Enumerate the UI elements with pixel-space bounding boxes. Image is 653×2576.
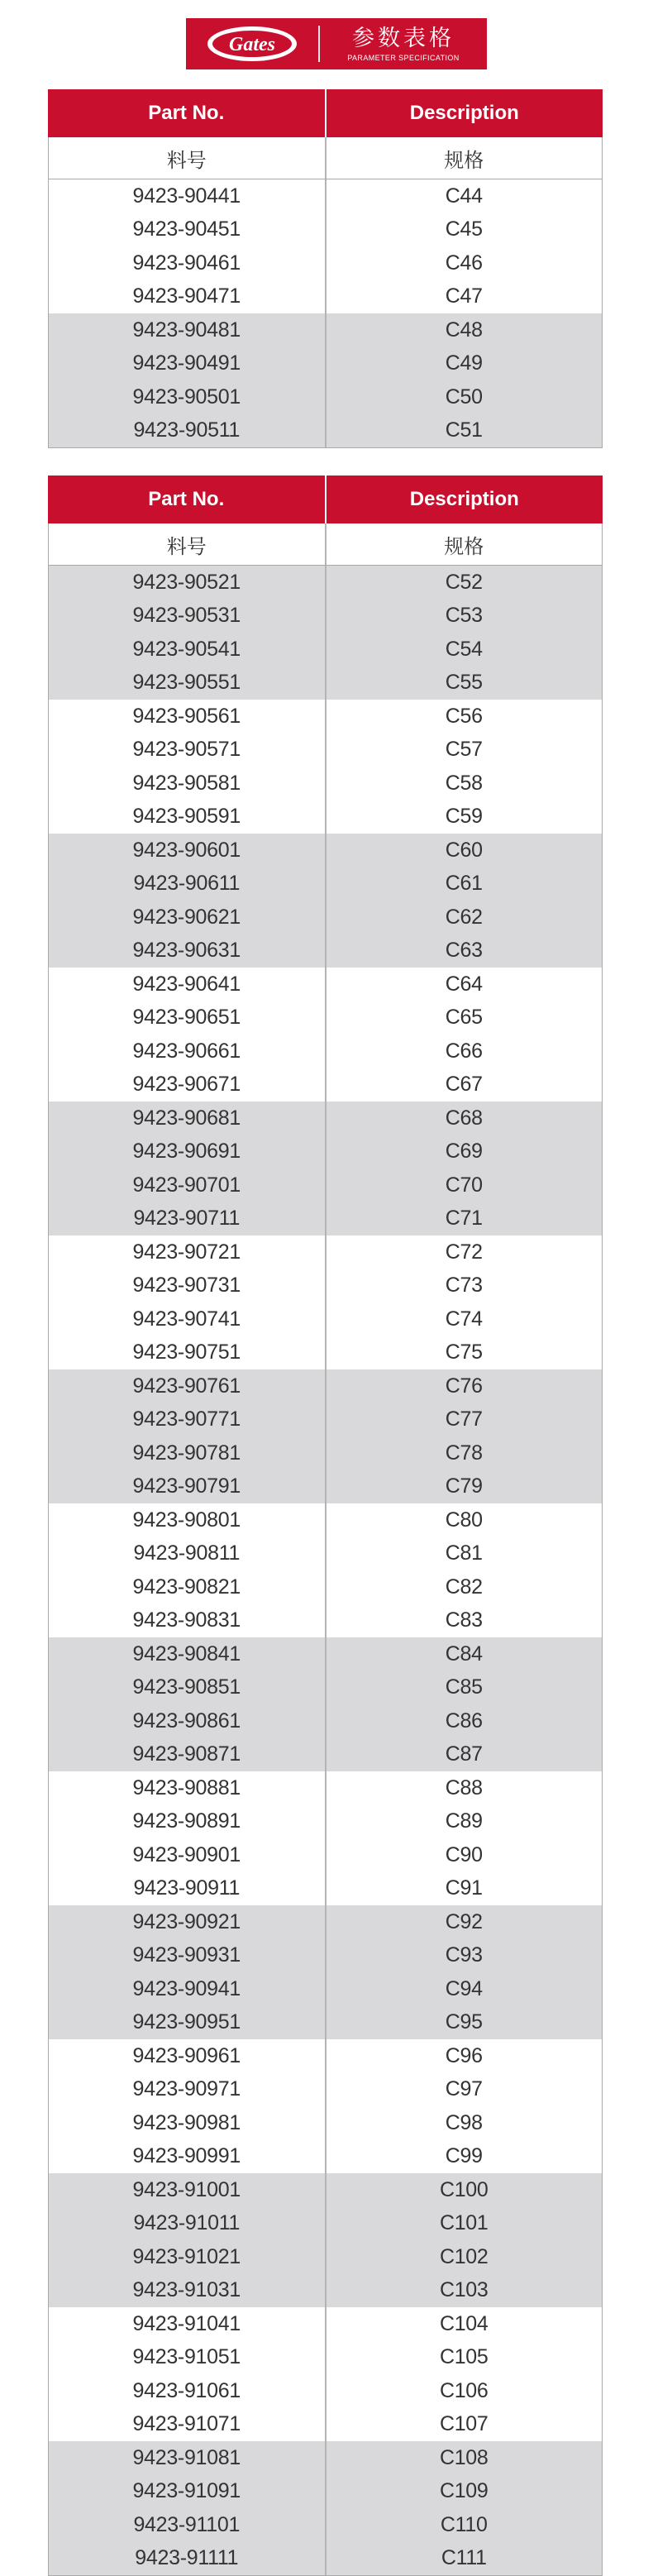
table-row — [49, 1336, 602, 1370]
description-cell: C109 — [325, 2475, 603, 2509]
description-cell: C67 — [325, 1068, 603, 1102]
description-cell: C101 — [325, 2207, 603, 2241]
part-no-cell: 9423-90861 — [132, 1709, 241, 1732]
header-title-block — [320, 26, 487, 62]
description-cell: C81 — [325, 1537, 603, 1571]
table-row — [49, 1604, 602, 1638]
description-cell: C72 — [325, 1235, 603, 1269]
description-cell: C61 — [325, 867, 603, 901]
part-no-cell: 9423-91041 — [132, 2311, 241, 2335]
description-cell: C69 — [325, 1135, 603, 1169]
part-no-cell: 9423-90901 — [132, 1842, 241, 1866]
part-no-cell: 9423-90521 — [132, 570, 241, 594]
part-no-cell: 9423-90591 — [132, 805, 241, 829]
description-cell: C86 — [325, 1704, 603, 1738]
table-row — [49, 566, 602, 600]
part-no-cell: 9423-90741 — [132, 1307, 241, 1331]
description-cell: C111 — [325, 2542, 603, 2576]
table-row — [49, 1939, 602, 1973]
description-cell: C50 — [325, 380, 603, 414]
table-row — [49, 1738, 602, 1772]
description-cell: C99 — [325, 2140, 603, 2174]
part-no-cell: 9423-90621 — [132, 905, 241, 929]
part-no-cell: 9423-91111 — [135, 2546, 239, 2570]
part-no-cell: 9423-90771 — [132, 1407, 241, 1431]
table-row — [49, 1202, 602, 1236]
table-row — [49, 2307, 602, 2341]
part-no-cell: 9423-90711 — [133, 1207, 241, 1231]
part-no-cell: 9423-90921 — [132, 1909, 241, 1933]
description-cell: C65 — [325, 1001, 603, 1035]
table-row — [49, 1872, 602, 1906]
table-row — [49, 2006, 602, 2040]
table-row — [49, 414, 602, 448]
part-no-cell: 9423-90441 — [132, 184, 241, 208]
part-no-cell: 9423-90821 — [132, 1575, 241, 1599]
description-cell: C70 — [325, 1169, 603, 1202]
description-cell: C62 — [325, 901, 603, 934]
table-row — [49, 1838, 602, 1872]
part-no-cell: 9423-90961 — [132, 2043, 241, 2067]
part-no-cell: 9423-91021 — [132, 2244, 241, 2268]
column-header-description: Description — [325, 476, 603, 523]
part-no-cell: 9423-90661 — [132, 1039, 241, 1063]
table-row — [49, 179, 602, 213]
description-cell: C92 — [325, 1905, 603, 1939]
description-cell: C54 — [325, 633, 603, 667]
part-no-cell: 9423-90811 — [133, 1541, 241, 1565]
description-cell: C108 — [325, 2441, 603, 2475]
table-row — [49, 667, 602, 700]
table-row — [49, 867, 602, 901]
part-no-cell: 9423-90751 — [132, 1341, 241, 1364]
table-row — [49, 2408, 602, 2442]
part-no-cell: 9423-90911 — [133, 1876, 241, 1900]
description-cell: C45 — [325, 213, 603, 247]
table-row — [49, 1972, 602, 2006]
table-row — [49, 1537, 602, 1571]
description-cell: C48 — [325, 313, 603, 347]
description-cell: C103 — [325, 2274, 603, 2308]
part-no-cell: 9423-90471 — [132, 284, 241, 308]
table-row — [49, 2140, 602, 2174]
description-cell: C90 — [325, 1838, 603, 1872]
spec-table-1 — [48, 89, 603, 448]
table-row — [49, 2073, 602, 2107]
part-no-cell: 9423-90631 — [132, 939, 241, 963]
part-no-cell: 9423-90951 — [132, 2010, 241, 2034]
table-row — [49, 1570, 602, 1604]
description-cell: C55 — [325, 667, 603, 700]
description-cell: C91 — [325, 1872, 603, 1906]
table-row — [49, 1704, 602, 1738]
part-no-cell: 9423-90641 — [132, 972, 241, 996]
table-row — [49, 1035, 602, 1068]
part-no-cell: 9423-90651 — [132, 1006, 241, 1030]
table-row — [49, 1470, 602, 1504]
table-subheader — [49, 523, 602, 566]
table-row — [49, 1102, 602, 1135]
part-no-cell: 9423-90971 — [132, 2077, 241, 2101]
description-cell: C82 — [325, 1570, 603, 1604]
part-no-cell: 9423-90761 — [132, 1374, 241, 1398]
table-header — [48, 476, 603, 523]
description-cell: C44 — [325, 179, 603, 213]
part-no-cell: 9423-90611 — [133, 872, 241, 896]
part-no-cell: 9423-91061 — [132, 2378, 241, 2402]
table-rows — [49, 566, 602, 2575]
table-row — [49, 2240, 602, 2274]
table-header — [48, 89, 603, 137]
description-cell: C58 — [325, 767, 603, 801]
table-row — [49, 2475, 602, 2509]
part-no-cell: 9423-91071 — [132, 2412, 241, 2436]
description-cell: C100 — [325, 2173, 603, 2207]
gates-logo — [186, 22, 318, 65]
description-cell: C78 — [325, 1436, 603, 1470]
table-row — [49, 2542, 602, 2576]
part-no-cell: 9423-90931 — [132, 1943, 241, 1967]
table-row — [49, 1637, 602, 1671]
table-row — [49, 2039, 602, 2073]
table-row — [49, 1436, 602, 1470]
part-no-cell: 9423-91091 — [132, 2479, 241, 2503]
part-no-cell: 9423-90701 — [132, 1173, 241, 1197]
part-no-cell: 9423-91081 — [132, 2445, 241, 2469]
part-no-cell: 9423-90981 — [132, 2110, 241, 2134]
table-row — [49, 2441, 602, 2475]
description-cell: C66 — [325, 1035, 603, 1068]
table-row — [49, 901, 602, 934]
description-cell: C95 — [325, 2006, 603, 2040]
table-row — [49, 767, 602, 801]
part-no-cell: 9423-90531 — [132, 604, 241, 628]
table-row — [49, 2207, 602, 2241]
description-cell: C88 — [325, 1771, 603, 1805]
table-row — [49, 801, 602, 834]
description-cell: C59 — [325, 801, 603, 834]
description-cell: C79 — [325, 1470, 603, 1504]
description-cell: C46 — [325, 246, 603, 280]
gates-logo-mark — [203, 22, 301, 65]
table-body — [48, 137, 603, 448]
description-cell: C104 — [325, 2307, 603, 2341]
table-row — [49, 280, 602, 314]
table-row — [49, 934, 602, 968]
description-cell: C102 — [325, 2240, 603, 2274]
description-cell: C56 — [325, 700, 603, 734]
description-cell: C73 — [325, 1269, 603, 1303]
part-no-cell: 9423-90871 — [132, 1742, 241, 1766]
part-no-cell: 9423-91031 — [132, 2278, 241, 2302]
table-row — [49, 1805, 602, 1839]
description-cell: C51 — [325, 414, 603, 448]
description-cell: C71 — [325, 1202, 603, 1236]
table-row — [49, 1001, 602, 1035]
description-cell: C83 — [325, 1604, 603, 1638]
description-cell: C97 — [325, 2073, 603, 2107]
subheader-part-no: 料号 — [166, 148, 207, 172]
description-cell: C87 — [325, 1738, 603, 1772]
description-cell: C76 — [325, 1369, 603, 1403]
part-no-cell: 9423-90671 — [132, 1073, 241, 1097]
description-cell: C105 — [325, 2341, 603, 2375]
part-no-cell: 9423-90781 — [132, 1441, 241, 1465]
description-cell: C77 — [325, 1403, 603, 1437]
part-no-cell: 9423-90481 — [132, 318, 241, 342]
table-row — [49, 347, 602, 381]
description-cell: C89 — [325, 1805, 603, 1839]
part-no-cell: 9423-90541 — [132, 637, 241, 661]
table-row — [49, 968, 602, 1001]
part-no-cell: 9423-90791 — [132, 1474, 241, 1498]
table-row — [49, 2374, 602, 2408]
description-cell: C47 — [325, 280, 603, 314]
description-cell: C52 — [325, 566, 603, 600]
description-cell: C60 — [325, 834, 603, 867]
header-banner — [186, 18, 487, 69]
table-row — [49, 1068, 602, 1102]
table-row — [49, 2106, 602, 2140]
subheader-description: 规格 — [325, 523, 603, 565]
table-row — [49, 834, 602, 867]
page-subtitle: PARAMETER SPECIFICATION — [347, 53, 460, 62]
table-row — [49, 1269, 602, 1303]
part-no-cell: 9423-90511 — [133, 418, 241, 442]
part-no-cell: 9423-91051 — [132, 2345, 241, 2369]
description-cell: C74 — [325, 1302, 603, 1336]
part-no-cell: 9423-90501 — [132, 385, 241, 409]
table-row — [49, 246, 602, 280]
table-row — [49, 2274, 602, 2308]
header-divider — [318, 26, 320, 62]
description-cell: C49 — [325, 347, 603, 381]
part-no-cell: 9423-90601 — [132, 838, 241, 862]
table-rows — [49, 179, 602, 447]
part-no-cell: 9423-90891 — [132, 1809, 241, 1833]
description-cell: C57 — [325, 734, 603, 767]
part-no-cell: 9423-90851 — [132, 1675, 241, 1699]
column-header-part-no: Part No. — [148, 102, 225, 124]
table-row — [49, 213, 602, 247]
table-row — [49, 1135, 602, 1169]
description-cell: C96 — [325, 2039, 603, 2073]
table-subheader — [49, 137, 602, 179]
part-no-cell: 9423-90801 — [132, 1508, 241, 1532]
part-no-cell: 9423-90451 — [132, 217, 241, 241]
spec-table-2 — [48, 476, 603, 2576]
description-cell: C93 — [325, 1939, 603, 1973]
table-row — [49, 1671, 602, 1705]
part-no-cell: 9423-90461 — [132, 251, 241, 275]
description-cell: C64 — [325, 968, 603, 1001]
part-no-cell: 9423-91001 — [132, 2177, 241, 2201]
part-no-cell: 9423-90731 — [132, 1274, 241, 1298]
part-no-cell: 9423-90691 — [132, 1140, 241, 1164]
column-header-part-no: Part No. — [148, 488, 225, 510]
part-no-cell: 9423-90491 — [132, 351, 241, 375]
part-no-cell: 9423-90681 — [132, 1106, 241, 1130]
table-row — [49, 1169, 602, 1202]
part-no-cell: 9423-90991 — [132, 2144, 241, 2168]
subheader-description: 规格 — [325, 137, 603, 179]
table-row — [49, 2341, 602, 2375]
table-row — [49, 1302, 602, 1336]
table-row — [49, 2173, 602, 2207]
description-cell: C53 — [325, 600, 603, 633]
table-body — [48, 523, 603, 2576]
part-no-cell: 9423-90571 — [132, 738, 241, 762]
description-cell: C80 — [325, 1503, 603, 1537]
table-row — [49, 1503, 602, 1537]
description-cell: C68 — [325, 1102, 603, 1135]
table-row — [49, 600, 602, 633]
table-row — [49, 380, 602, 414]
part-no-cell: 9423-90581 — [132, 771, 241, 795]
description-cell: C75 — [325, 1336, 603, 1370]
subheader-part-no: 料号 — [166, 534, 207, 558]
table-row — [49, 1235, 602, 1269]
page-title: 参数表格 — [352, 25, 455, 51]
description-cell: C110 — [325, 2508, 603, 2542]
table-row — [49, 1403, 602, 1437]
description-cell: C106 — [325, 2374, 603, 2408]
table-row — [49, 2508, 602, 2542]
table-row — [49, 1771, 602, 1805]
description-cell: C94 — [325, 1972, 603, 2006]
table-row — [49, 1369, 602, 1403]
description-cell: C85 — [325, 1671, 603, 1705]
gates-logo-text: Gates — [229, 34, 275, 55]
part-no-cell: 9423-90841 — [132, 1642, 241, 1666]
table-row — [49, 734, 602, 767]
part-no-cell: 9423-90881 — [132, 1775, 241, 1799]
table-row — [49, 313, 602, 347]
column-header-description: Description — [325, 89, 603, 137]
table-row — [49, 700, 602, 734]
part-no-cell: 9423-91011 — [133, 2211, 241, 2235]
description-cell: C84 — [325, 1637, 603, 1671]
table-row — [49, 633, 602, 667]
description-cell: C63 — [325, 934, 603, 968]
part-no-cell: 9423-90561 — [132, 704, 241, 728]
description-cell: C98 — [325, 2106, 603, 2140]
part-no-cell: 9423-90551 — [132, 671, 241, 695]
description-cell: C107 — [325, 2408, 603, 2442]
part-no-cell: 9423-90941 — [132, 1976, 241, 2000]
part-no-cell: 9423-90721 — [132, 1240, 241, 1264]
part-no-cell: 9423-91101 — [133, 2512, 241, 2536]
table-row — [49, 1905, 602, 1939]
part-no-cell: 9423-90831 — [132, 1608, 241, 1632]
